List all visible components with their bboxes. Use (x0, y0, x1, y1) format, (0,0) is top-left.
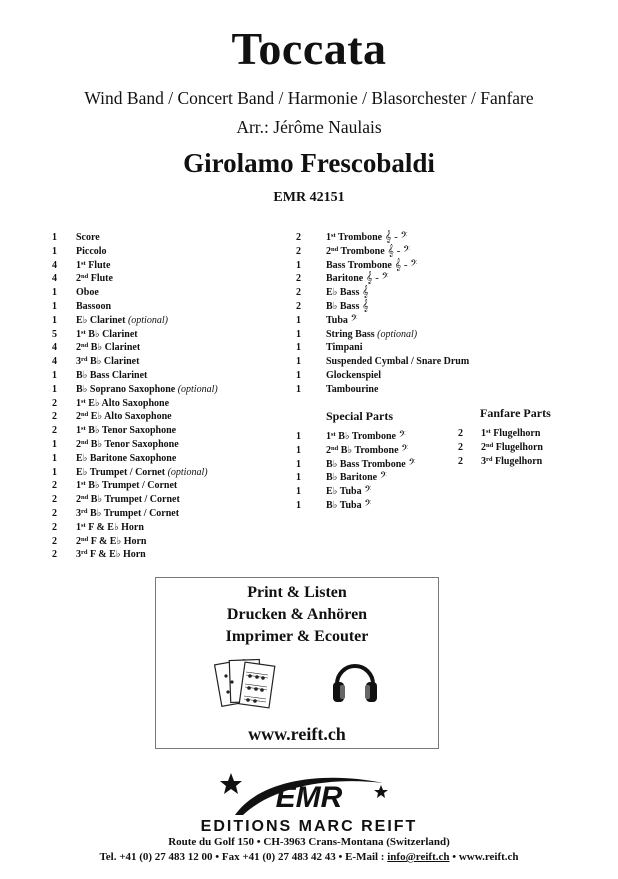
part-label: Piccolo (76, 245, 107, 257)
part-label: B♭ Clarinet (88, 342, 141, 354)
part-name (326, 383, 378, 397)
part-label: B♭ Trumpet / Cornet (87, 507, 180, 519)
part-ordinal-suffix: st (81, 328, 86, 336)
part-label: Baritone (326, 273, 364, 285)
part-ordinal: 3 (76, 507, 81, 519)
clef-icon: 𝄞 - 𝄢 (384, 244, 411, 257)
parts-list-left (52, 231, 292, 562)
part-item (52, 479, 292, 493)
part-ordinal-suffix: nd (81, 273, 89, 281)
part-label: E♭ Alto Saxophone (85, 397, 170, 409)
part-label: Oboe (76, 287, 99, 299)
composer: Girolamo Frescobaldi (183, 148, 435, 178)
part-name (76, 452, 176, 466)
part-quantity: 2 (52, 425, 57, 437)
part-quantity: 2 (52, 535, 57, 547)
part-quantity: 4 (52, 356, 57, 368)
part-quantity: 1 (296, 486, 301, 498)
part-ordinal: 2 (481, 441, 486, 453)
part-label: Flute (88, 273, 113, 285)
part-label: B♭ Trombone (338, 444, 399, 456)
part-name (326, 245, 410, 259)
part-ordinal: 1 (76, 328, 81, 340)
part-ordinal-suffix: st (81, 425, 86, 433)
part-item (296, 355, 496, 369)
part-label: Suspended Cymbal / Snare Drum (326, 356, 470, 368)
part-quantity: 1 (52, 369, 57, 381)
parts-list-right (296, 231, 496, 397)
part-ordinal-suffix: nd (81, 438, 89, 446)
clef-icon: 𝄢 (361, 498, 372, 511)
part-ordinal-suffix: st (331, 232, 336, 239)
part-label: Tambourine (326, 383, 379, 395)
part-label: E♭ Trumpet / Cornet (76, 466, 166, 478)
part-name (326, 259, 417, 273)
part-item (52, 507, 292, 521)
subtitle: Wind Band / Concert Band / Harmonie / Blasorchester / Fanfare (84, 88, 534, 108)
publisher-name: EDITIONS MARC REIFT (200, 818, 418, 835)
part-quantity: 5 (52, 328, 57, 340)
part-ordinal-suffix: nd (486, 441, 494, 449)
promo-line-2: Drucken & Anhören (226, 606, 368, 623)
part-label: E♭ Baritone Saxophone (76, 452, 177, 464)
part-label: String Bass (326, 328, 375, 340)
part-name (326, 231, 408, 245)
part-ordinal-suffix: st (486, 428, 491, 435)
part-ordinal: 1 (76, 480, 81, 492)
part-item (52, 410, 292, 424)
part-label: B♭ Trumpet / Cornet (88, 494, 180, 506)
part-label: B♭ Tenor Saxophone (85, 425, 177, 437)
part-name (481, 441, 543, 455)
part-ordinal-suffix: rd (81, 507, 88, 515)
part-quantity: 1 (296, 383, 301, 395)
part-item (296, 314, 496, 328)
part-quantity: 1 (52, 300, 57, 312)
part-quantity: 2 (458, 428, 463, 439)
part-item (52, 272, 292, 286)
part-label: Trombone (335, 232, 383, 243)
part-ordinal: 2 (326, 245, 331, 257)
part-item (52, 466, 292, 480)
part-label: Bassoon (76, 300, 112, 312)
part-item (52, 300, 292, 314)
clef-icon: 𝄢 (405, 457, 416, 470)
part-item (52, 259, 292, 273)
part-name (326, 369, 381, 383)
part-quantity: 1 (52, 245, 57, 257)
contact-phone-fax: Tel. +41 (0) 27 483 12 00 • Fax +41 (0) 27 483 42 43 • E-Mail : (99, 851, 388, 863)
part-label: E♭ Clarinet (76, 314, 126, 326)
part-label: B♭ Trombone (335, 431, 396, 442)
part-quantity: 1 (52, 466, 57, 478)
part-quantity: 2 (52, 480, 57, 492)
part-ordinal-suffix: nd (331, 245, 339, 253)
clef-icon: 𝄞 (359, 286, 369, 299)
part-label: Timpani (326, 342, 363, 354)
arranger: Arr.: Jérôme Naulais (236, 117, 382, 137)
part-item (52, 245, 292, 259)
part-ordinal: 1 (326, 232, 331, 243)
clef-icon: 𝄞 (359, 299, 369, 312)
part-label: Bass Trombone (326, 259, 392, 271)
promo-line-1: Print & Listen (247, 584, 347, 601)
part-name (76, 341, 140, 355)
publisher-address: Route du Golf 150 • CH-3963 Crans-Montana (Switzerland) (168, 836, 450, 848)
part-quantity: 2 (296, 273, 301, 285)
part-name (76, 410, 172, 424)
part-quantity: 4 (52, 273, 57, 285)
part-quantity: 2 (458, 455, 463, 467)
part-label: F & E♭ Horn (87, 549, 146, 561)
part-item (52, 369, 292, 383)
part-item (296, 471, 456, 485)
part-name (326, 286, 369, 300)
part-ordinal: 2 (326, 444, 331, 456)
part-item (52, 424, 292, 438)
part-ordinal-suffix: rd (81, 549, 88, 557)
part-ordinal: 3 (76, 356, 81, 368)
email-link[interactable]: info@reift.ch (387, 851, 450, 863)
part-name (326, 314, 358, 328)
part-name (326, 471, 387, 485)
part-quantity: 1 (52, 287, 57, 299)
part-item (52, 535, 292, 549)
part-quantity: 2 (52, 507, 57, 519)
part-item (296, 458, 456, 472)
part-quantity: 1 (296, 314, 301, 326)
part-label: B♭ Bass Trombone (326, 458, 406, 470)
part-ordinal: 2 (76, 494, 81, 506)
clef-icon: 𝄢 (377, 471, 387, 484)
part-label: B♭ Tuba (326, 499, 362, 511)
part-quantity: 2 (296, 245, 301, 257)
part-ordinal: 2 (76, 438, 81, 450)
part-label: B♭ Trumpet / Cornet (85, 480, 178, 492)
part-quantity: 1 (296, 431, 301, 442)
part-name (76, 548, 146, 562)
part-label: Flugelhorn (493, 441, 543, 453)
fanfare-parts-heading: Fanfare Parts (480, 406, 551, 420)
part-item (52, 493, 292, 507)
part-item (52, 341, 292, 355)
part-quantity: 2 (296, 300, 301, 312)
part-name (76, 397, 169, 411)
part-ordinal: 1 (76, 397, 81, 409)
part-quantity: 4 (52, 259, 57, 271)
part-label: Score (76, 232, 100, 243)
part-quantity: 1 (52, 232, 57, 243)
clef-icon: 𝄢 (396, 430, 406, 442)
part-label: B♭ Tenor Saxophone (88, 438, 179, 450)
part-name (76, 383, 218, 397)
fanfare-parts-list (458, 427, 578, 468)
part-label: B♭ Baritone (326, 472, 378, 484)
optional-note: (optional) (374, 328, 418, 340)
part-quantity: 1 (296, 356, 301, 368)
part-name (76, 521, 144, 535)
part-name (76, 355, 139, 369)
part-item (52, 383, 292, 397)
part-quantity: 1 (296, 328, 301, 340)
part-name (76, 272, 113, 286)
part-name (481, 427, 540, 441)
special-parts-list (296, 430, 456, 513)
part-item (296, 444, 456, 458)
clef-icon: 𝄢 (398, 443, 409, 456)
part-item (296, 286, 496, 300)
part-name (326, 328, 417, 342)
optional-note: (optional) (175, 383, 218, 395)
part-label: Trombone (338, 245, 385, 257)
contact-website: • www.reift.ch (449, 851, 519, 863)
part-ordinal-suffix: nd (331, 444, 339, 452)
part-name (326, 485, 371, 499)
part-ordinal-suffix: nd (81, 411, 89, 419)
part-name (326, 430, 406, 444)
part-ordinal-suffix: st (81, 397, 86, 405)
part-item (458, 427, 578, 441)
part-name (326, 499, 371, 513)
part-item (296, 259, 496, 273)
clef-icon: 𝄞 - 𝄢 (391, 258, 418, 271)
part-name (326, 444, 408, 458)
part-ordinal-suffix: nd (81, 342, 89, 350)
part-item (52, 355, 292, 369)
part-item (296, 485, 456, 499)
part-quantity: 4 (52, 342, 57, 354)
part-label: Flugelhorn (490, 428, 541, 439)
promo-line-3: Imprimer & Ecouter (225, 628, 369, 645)
part-name (481, 455, 542, 469)
part-quantity: 1 (296, 444, 301, 456)
part-name (76, 259, 110, 273)
part-name (76, 466, 208, 480)
part-item (52, 548, 292, 562)
optional-note: (optional) (125, 314, 168, 326)
part-name (326, 300, 369, 314)
part-label: E♭ Alto Saxophone (88, 411, 172, 423)
part-name (76, 328, 138, 342)
part-name (76, 438, 179, 452)
part-label: B♭ Clarinet (85, 328, 138, 340)
part-name (76, 231, 100, 245)
emr-logo-text: EMR (275, 781, 343, 814)
clef-icon: 𝄢 (361, 485, 372, 498)
part-ordinal-suffix: st (81, 259, 86, 267)
part-item (296, 499, 456, 513)
part-ordinal-suffix: st (331, 431, 336, 438)
part-label: B♭ Soprano Saxophone (76, 383, 176, 395)
part-quantity: 1 (52, 452, 57, 464)
part-name (76, 314, 168, 328)
publisher-contact (0, 851, 618, 863)
part-label: F & E♭ Horn (85, 521, 144, 533)
part-quantity: 1 (52, 314, 57, 326)
print-listen-box[interactable] (155, 577, 439, 749)
part-item (52, 521, 292, 535)
catalog-number: EMR 42151 (273, 190, 345, 205)
part-quantity: 1 (296, 369, 301, 381)
part-item (296, 231, 496, 245)
clef-icon: 𝄞 - 𝄢 (363, 272, 389, 285)
part-item (458, 441, 578, 455)
part-quantity: 1 (52, 383, 57, 395)
part-name (76, 535, 146, 549)
part-item (296, 300, 496, 314)
page-title: Toccata (231, 23, 387, 74)
part-item (52, 452, 292, 466)
part-ordinal-suffix: st (81, 521, 86, 529)
part-quantity: 1 (296, 259, 301, 271)
part-name (326, 272, 389, 286)
part-quantity: 2 (52, 397, 57, 409)
part-ordinal: 1 (76, 425, 81, 437)
part-label: E♭ Bass (326, 287, 360, 299)
promo-website-link[interactable]: www.reift.ch (248, 724, 346, 744)
part-label: B♭ Bass Clarinet (76, 369, 148, 381)
part-label: E♭ Tuba (326, 486, 362, 498)
part-quantity: 2 (296, 232, 301, 243)
part-ordinal: 2 (76, 273, 81, 285)
part-label: Flute (85, 259, 111, 271)
part-name (76, 424, 176, 438)
part-quantity: 1 (296, 472, 301, 484)
part-label: Tuba (326, 314, 348, 326)
part-ordinal: 1 (76, 259, 81, 271)
part-item (296, 328, 496, 342)
part-item (296, 245, 496, 259)
part-quantity: 2 (52, 521, 57, 533)
part-ordinal: 2 (76, 535, 81, 547)
part-item (52, 328, 292, 342)
part-item (296, 341, 496, 355)
part-item (52, 397, 292, 411)
part-name (326, 458, 416, 472)
part-quantity: 1 (296, 499, 301, 511)
part-item (52, 286, 292, 300)
part-item (296, 430, 456, 444)
part-quantity: 2 (296, 287, 301, 299)
clef-icon: 𝄞 - 𝄢 (382, 231, 408, 243)
part-ordinal-suffix: nd (81, 535, 89, 543)
part-quantity: 2 (52, 549, 57, 561)
part-item (52, 314, 292, 328)
part-quantity: 1 (296, 342, 301, 354)
optional-note: (optional) (165, 466, 208, 478)
part-ordinal: 2 (76, 411, 81, 423)
part-label: B♭ Bass (326, 300, 360, 312)
part-item (296, 383, 496, 397)
emr-logo (205, 771, 405, 819)
part-item (296, 369, 496, 383)
sheet-music-icon (214, 656, 278, 714)
part-label: Flugelhorn (492, 455, 543, 467)
part-item (458, 455, 578, 469)
part-name (76, 369, 147, 383)
part-ordinal: 3 (481, 455, 486, 467)
part-quantity: 1 (296, 458, 301, 470)
part-name (326, 355, 469, 369)
part-label: B♭ Clarinet (87, 356, 140, 368)
part-label: Glockenspiel (326, 369, 382, 381)
special-parts-heading: Special Parts (326, 409, 393, 423)
part-name (76, 507, 179, 521)
part-ordinal: 3 (76, 549, 81, 561)
part-quantity: 2 (52, 494, 57, 506)
part-name (76, 245, 107, 259)
part-ordinal: 1 (326, 431, 331, 442)
part-ordinal-suffix: rd (81, 356, 88, 364)
part-ordinal: 1 (76, 521, 81, 533)
part-item (52, 231, 292, 245)
part-ordinal-suffix: nd (81, 494, 89, 502)
part-ordinal: 2 (76, 342, 81, 354)
clef-icon: 𝄢 (347, 313, 358, 326)
part-name (326, 341, 363, 355)
part-label: F & E♭ Horn (88, 535, 147, 547)
headphones-icon (331, 654, 379, 706)
part-item (52, 438, 292, 452)
part-name (76, 300, 111, 314)
part-name (76, 493, 180, 507)
part-ordinal-suffix: rd (486, 455, 493, 463)
part-quantity: 1 (52, 438, 57, 450)
part-item (296, 272, 496, 286)
part-ordinal: 1 (481, 428, 486, 439)
part-name (76, 286, 99, 300)
part-name (76, 479, 177, 493)
part-ordinal-suffix: st (81, 480, 86, 488)
part-quantity: 2 (52, 411, 57, 423)
part-quantity: 2 (458, 441, 463, 453)
